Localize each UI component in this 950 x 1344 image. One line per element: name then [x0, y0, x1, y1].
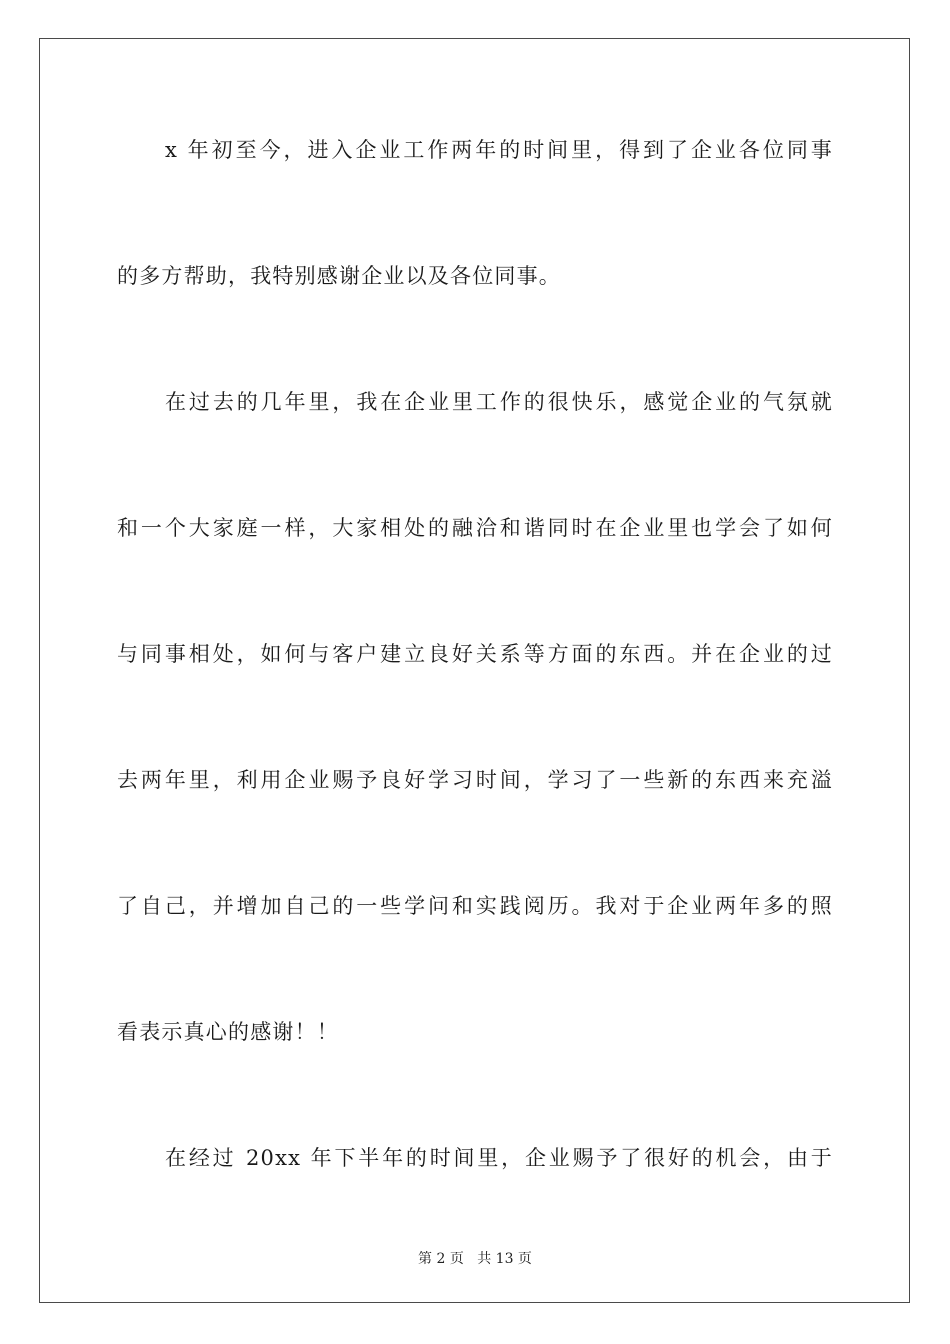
text-line: 去两年里，利用企业赐予良好学习时间，学习了一些新的东西来充溢 [117, 768, 833, 792]
text-line: 与同事相处，如何与客户建立良好关系等方面的东西。并在企业的过 [117, 642, 833, 666]
page-footer [0, 1248, 950, 1268]
text-line: x 年初至今，进入企业工作两年的时间里，得到了企业各位同事 [165, 138, 833, 162]
text-line: 和一个大家庭一样，大家相处的融洽和谐同时在企业里也学会了如何 [117, 516, 833, 540]
page-total: 共 13 页 [477, 1251, 532, 1267]
text-line: 的多方帮助，我特别感谢企业以及各位同事。 [117, 264, 561, 288]
text-line: 了自己，并增加自己的一些学问和实践阅历。我对于企业两年多的照 [117, 894, 833, 918]
text-line: 在过去的几年里，我在企业里工作的很快乐，感觉企业的气氛就 [165, 390, 833, 414]
page-number: 第 2 页 [418, 1251, 464, 1267]
text-line: 在经过 20xx 年下半年的时间里，企业赐予了很好的机会，由于 [165, 1146, 833, 1170]
document-body [117, 87, 833, 1221]
text-line: 看表示真心的感谢！！ [117, 1020, 339, 1044]
